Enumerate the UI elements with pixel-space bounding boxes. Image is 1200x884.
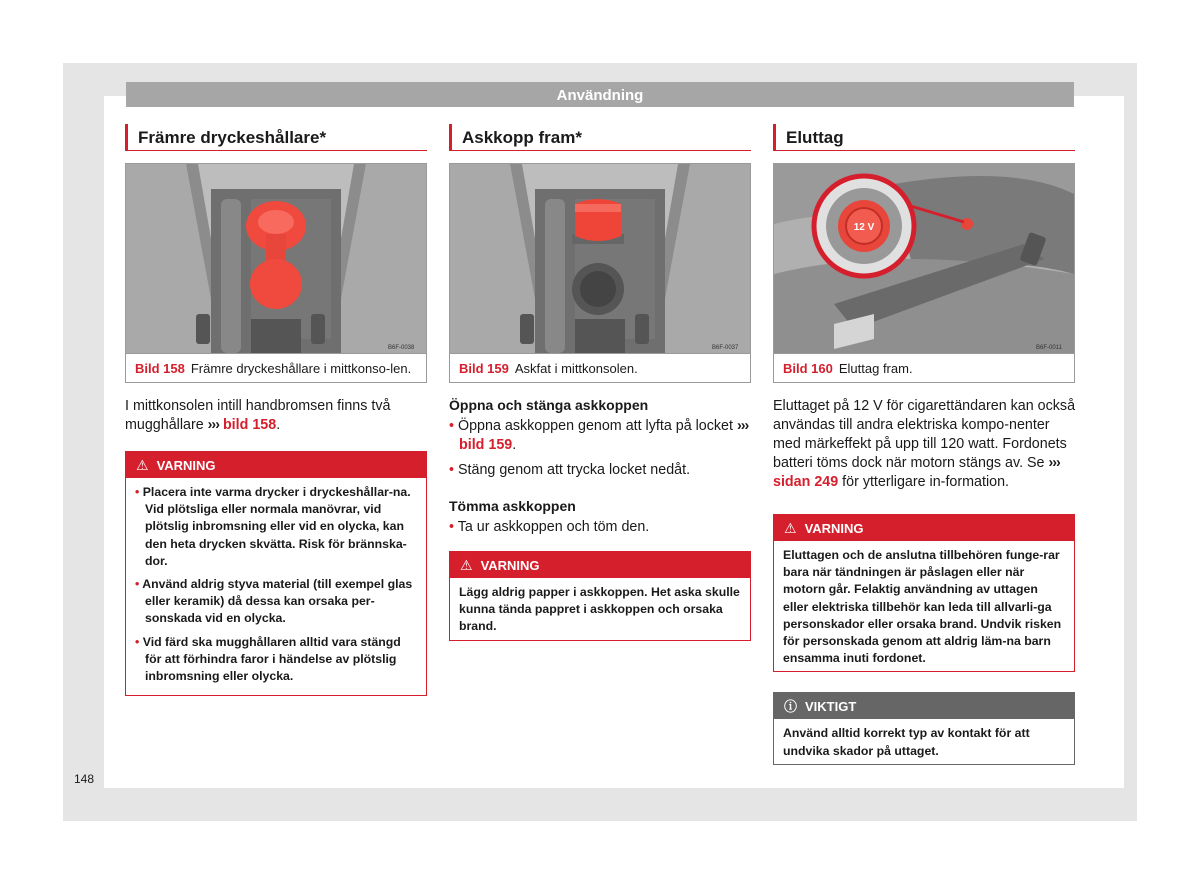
figure-ashtray <box>449 163 751 383</box>
warning-title: VARNING <box>804 521 864 536</box>
caption-label: Bild 159 <box>459 361 509 376</box>
figure-caption <box>450 353 750 382</box>
ref-arrow: ››› <box>1048 455 1060 471</box>
warning-box <box>773 514 1075 672</box>
figure-cup-holder <box>125 163 427 383</box>
note-header <box>774 693 1074 719</box>
warning-header <box>126 452 426 478</box>
note-body: Använd alltid korrekt typ av kontakt för att undvika skador på uttaget. <box>783 726 1030 758</box>
page-ref-link[interactable]: sidan 249 <box>773 474 839 490</box>
warning-body: Lägg aldrig papper i askkoppen. Het aska skulle kunna tända pappret i askkoppen och orsaka brand. <box>459 585 740 634</box>
figure-code: B6F-0038 <box>388 345 415 351</box>
info-circle-icon: ⓘ <box>784 699 798 715</box>
section-title: Främre dryckeshållare* <box>125 124 427 151</box>
note-title: VIKTIGT <box>805 699 857 715</box>
ref-arrow: ››› <box>736 418 749 434</box>
ref-arrow: ››› <box>207 417 219 433</box>
body-paragraph <box>125 397 427 435</box>
warning-title: VARNING <box>480 558 540 573</box>
cup-holder-illustration <box>126 164 426 353</box>
caption-label: Bild 160 <box>783 361 833 376</box>
list-item: • Stäng genom att trycka locket nedåt. <box>449 462 691 478</box>
socket-illustration <box>774 164 1074 353</box>
subheading-empty: Tömma askkoppen <box>449 498 576 514</box>
warning-triangle-icon: ⚠ <box>460 557 473 573</box>
caption-text: Eluttag fram. <box>838 361 913 376</box>
section-title: Askkopp fram* <box>449 124 751 151</box>
caption-text: Askfat i mittkonsolen. <box>514 361 638 376</box>
warning-title: VARNING <box>156 458 216 473</box>
figure-code: B6F-0037 <box>712 345 739 351</box>
figure-caption <box>774 353 1074 382</box>
section-title: Eluttag <box>773 124 1075 151</box>
figure-ref-link[interactable]: bild 158 <box>222 417 277 433</box>
caption-label: Bild 158 <box>135 361 185 376</box>
body-text: I mittkonsolen intill handbromsen finns två mugghållare <box>125 398 391 433</box>
list-item: • Öppna askkoppen genom att lyfta på locket ››› bild 159. <box>449 418 749 453</box>
warning-triangle-icon: ⚠ <box>136 457 149 473</box>
list-item: • Ta ur askkoppen och töm den. <box>449 519 650 535</box>
note-box <box>773 692 1075 764</box>
warning-body: Eluttagen och de anslutna tillbehören funge-rar bara när tändningen är påslagen eller när motorn går. Felaktig användning av uttagen eller elektriska tillbehör kan leda till allvarli-ga personskador eller orsaka brand. Undvik risken för personskada genom att aldrig läm-na barn ensamma inuti fordonet. <box>783 548 1062 666</box>
column-ashtray <box>449 124 751 641</box>
column-cup-holder <box>125 124 427 696</box>
warning-header <box>450 552 750 578</box>
warning-item: • Vid färd ska mugghållaren alltid vara stängd för att förhindra faror i händelse av plötslig inbromsning eller olycka. <box>135 634 401 684</box>
warning-item: • Använd aldrig styva material (till exempel glas eller keramik) då dessa kan orsaka per-sonskada vid en olycka. <box>135 577 413 626</box>
column-socket <box>773 124 1075 765</box>
section-banner: Användning <box>126 82 1074 107</box>
warning-header <box>774 515 1074 541</box>
figure-ref-link[interactable]: bild 159 <box>459 437 513 453</box>
figure-socket <box>773 163 1075 383</box>
warning-triangle-icon: ⚠ <box>784 520 797 536</box>
page-number: 148 <box>74 772 95 786</box>
warning-item: • Placera inte varma drycker i dryckeshållar-na. Vid plötsliga eller normala manövrar, vid plötslig inbromsning eller vid en olycka, kan den heta drycken skvätta. Risk för brännska-dor. <box>135 485 411 568</box>
subheading-open-close: Öppna och stänga askkoppen <box>449 397 649 413</box>
figure-code: B6F-0011 <box>1036 345 1062 351</box>
warning-box <box>449 551 751 641</box>
body-paragraph: Eluttaget på 12 V för cigarettändaren kan också användas till andra elektriska kompo-nenter med märkeffekt på upp till 120 watt. Fordonets batteri töms dock när motorn stängs av. Se ››› sidan 249 för ytterligare in-formation. <box>773 398 1076 490</box>
warning-body <box>126 478 426 695</box>
ashtray-illustration <box>450 164 750 353</box>
warning-box <box>125 451 427 696</box>
figure-caption <box>126 353 426 382</box>
caption-text: Främre dryckeshållare i mittkonso-len. <box>190 361 412 376</box>
body-end: . <box>276 417 281 433</box>
socket-label: 12 V <box>853 222 875 233</box>
